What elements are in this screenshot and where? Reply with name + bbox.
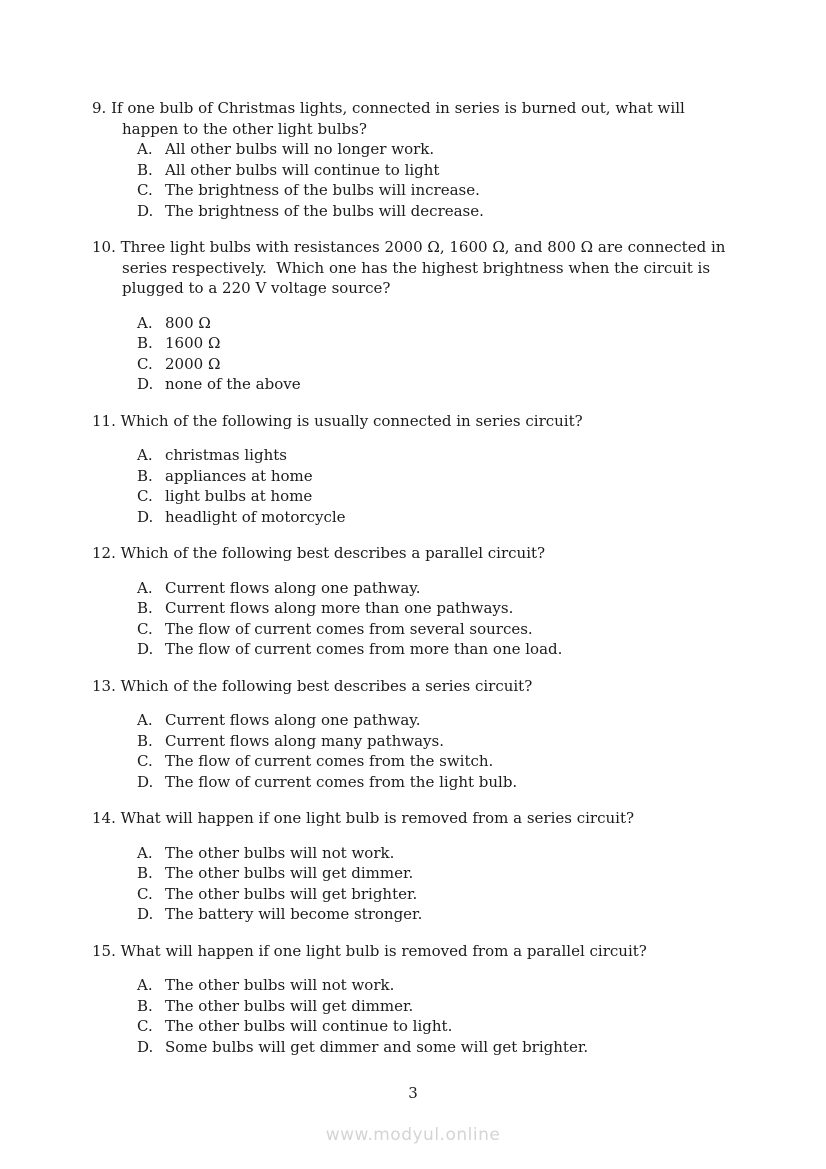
- question-14-stem-line: [92, 808, 806, 829]
- question-12-stem-line: [92, 543, 806, 564]
- option-11-B: [137, 466, 806, 487]
- option-12-C: [137, 619, 806, 640]
- option-text: The other bulbs will not work.: [165, 976, 395, 994]
- option-text: The other bulbs will continue to light.: [165, 1017, 453, 1035]
- option-text: Some bulbs will get dimmer and some will get brighter.: [165, 1037, 589, 1056]
- option-letter: D.: [137, 905, 154, 923]
- option-letter: B.: [137, 731, 153, 750]
- question-list: [92, 98, 806, 1057]
- question-13-stem-line: [92, 676, 806, 697]
- option-12-A: [137, 578, 806, 599]
- option-letter: C.: [137, 1017, 153, 1035]
- option-letter: D.: [137, 772, 154, 791]
- option-9-D: [137, 201, 806, 222]
- watermark: www.modyul.online: [325, 1125, 501, 1145]
- option-text: none of the above: [165, 375, 301, 393]
- question-number: 9.: [92, 99, 112, 117]
- question-number: 12.: [92, 544, 121, 562]
- question-9-stem: [92, 98, 806, 139]
- option-text: All other bulbs will continue to light: [165, 160, 440, 179]
- option-text: headlight of motorcycle: [165, 507, 346, 526]
- option-9-A: [137, 139, 806, 160]
- option-15-D: [137, 1037, 806, 1058]
- option-10-B: [137, 333, 806, 354]
- option-text: Current flows along one pathway.: [165, 711, 421, 729]
- option-letter: D.: [137, 507, 154, 526]
- option-13-D: [137, 772, 806, 793]
- option-13-A: [137, 710, 806, 731]
- option-letter: D.: [137, 375, 154, 393]
- question-text: If one bulb of Christmas lights, connected in series is burned out, what will: [111, 99, 685, 117]
- option-text: The battery will become stronger.: [165, 905, 423, 923]
- option-text: appliances at home: [165, 466, 313, 485]
- question-15-stem-line: [92, 941, 806, 962]
- question-10-options: [92, 313, 806, 395]
- question-15-options: [92, 975, 806, 1057]
- question-11-stem-line: [92, 411, 806, 432]
- question-12-stem: [92, 543, 806, 564]
- option-text: Current flows along many pathways.: [165, 731, 444, 750]
- option-text: The other bulbs will get dimmer.: [165, 864, 414, 882]
- option-14-D: [137, 904, 806, 925]
- option-text: The flow of current comes from the switch.: [165, 752, 494, 770]
- option-letter: A.: [137, 446, 153, 464]
- question-14-options: [92, 843, 806, 925]
- option-text: The flow of current comes from more than one load.: [165, 640, 563, 658]
- question-text: Which of the following best describes a parallel circuit?: [120, 544, 546, 562]
- option-text: christmas lights: [165, 446, 287, 464]
- question-11-options: [92, 445, 806, 527]
- option-12-D: [137, 639, 806, 660]
- option-10-A: [137, 313, 806, 334]
- option-13-B: [137, 731, 806, 752]
- question-15: [92, 941, 806, 1058]
- question-text: Which of the following is usually connected in series circuit?: [120, 411, 583, 430]
- option-letter: C.: [137, 752, 153, 770]
- option-11-A: [137, 445, 806, 466]
- option-10-D: [137, 374, 806, 395]
- option-letter: A.: [137, 578, 153, 597]
- option-letter: A.: [137, 313, 153, 332]
- question-11-stem: [92, 411, 806, 432]
- option-letter: D.: [137, 640, 154, 658]
- option-15-C: [137, 1016, 806, 1037]
- question-text: Three light bulbs with resistances 2000 Ω, 1600 Ω, and 800 Ω are connected in: [120, 238, 726, 256]
- question-10: [92, 237, 806, 395]
- option-10-C: [137, 354, 806, 375]
- option-9-B: [137, 160, 806, 181]
- option-text: The brightness of the bulbs will increase.: [165, 181, 480, 199]
- question-13-stem: [92, 676, 806, 697]
- option-text: The other bulbs will not work.: [165, 843, 395, 862]
- question-number: 11.: [92, 411, 121, 430]
- option-14-C: [137, 884, 806, 905]
- question-10-stem-line: plugged to a 220 V voltage source?: [122, 279, 391, 297]
- option-text: 800 Ω: [165, 313, 211, 332]
- option-letter: B.: [137, 334, 153, 352]
- option-12-B: [137, 598, 806, 619]
- question-11: [92, 411, 806, 528]
- question-number: 13.: [92, 676, 121, 695]
- option-text: The other bulbs will get brighter.: [165, 884, 418, 903]
- question-13-options: [92, 710, 806, 792]
- option-letter: D.: [137, 201, 154, 220]
- option-9-C: [137, 180, 806, 201]
- question-number: 14.: [92, 809, 121, 827]
- question-15-stem: [92, 941, 806, 962]
- option-letter: C.: [137, 884, 153, 903]
- question-9-options: [92, 139, 806, 221]
- option-11-C: [137, 486, 806, 507]
- option-text: The flow of current comes from several sources.: [165, 619, 533, 638]
- question-10-stem: [92, 237, 806, 299]
- option-letter: B.: [137, 996, 153, 1015]
- question-number: 10.: [92, 238, 121, 256]
- question-9-stem-line: happen to the other light bulbs?: [122, 119, 367, 138]
- option-letter: B.: [137, 466, 153, 485]
- option-letter: B.: [137, 160, 153, 179]
- option-11-D: [137, 507, 806, 528]
- option-15-A: [137, 975, 806, 996]
- option-letter: B.: [137, 599, 153, 617]
- option-text: light bulbs at home: [165, 487, 313, 505]
- question-14: [92, 808, 806, 925]
- option-text: The flow of current comes from the light bulb.: [165, 772, 518, 791]
- question-10-stem-line: [92, 237, 806, 258]
- question-9: [92, 98, 806, 221]
- question-number: 15.: [92, 941, 121, 960]
- option-text: Current flows along one pathway.: [165, 578, 421, 597]
- option-text: 2000 Ω: [165, 354, 221, 373]
- question-9-stem-line: [92, 98, 806, 119]
- option-letter: C.: [137, 354, 153, 373]
- option-text: 1600 Ω: [165, 334, 221, 352]
- option-letter: C.: [137, 181, 153, 199]
- option-letter: C.: [137, 619, 153, 638]
- question-12: [92, 543, 806, 660]
- option-15-B: [137, 996, 806, 1017]
- option-letter: A.: [137, 843, 153, 862]
- option-text: The other bulbs will get dimmer.: [165, 996, 414, 1015]
- question-14-stem: [92, 808, 806, 829]
- option-text: The brightness of the bulbs will decrease.: [165, 201, 484, 220]
- option-text: All other bulbs will no longer work.: [165, 140, 435, 158]
- question-13: [92, 676, 806, 793]
- question-text: What will happen if one light bulb is removed from a parallel circuit?: [120, 941, 647, 960]
- option-letter: D.: [137, 1037, 154, 1056]
- option-14-A: [137, 843, 806, 864]
- question-text: Which of the following best describes a series circuit?: [120, 676, 533, 695]
- page-number: 3: [408, 1084, 418, 1102]
- option-letter: B.: [137, 864, 153, 882]
- option-letter: A.: [137, 140, 153, 158]
- option-14-B: [137, 863, 806, 884]
- question-12-options: [92, 578, 806, 660]
- option-letter: A.: [137, 976, 153, 994]
- option-13-C: [137, 751, 806, 772]
- option-letter: C.: [137, 487, 153, 505]
- question-text: What will happen if one light bulb is removed from a series circuit?: [120, 809, 635, 827]
- option-text: Current flows along more than one pathways.: [165, 599, 514, 617]
- question-10-stem-line: series respectively. Which one has the highest brightness when the circuit is: [122, 258, 711, 277]
- option-letter: A.: [137, 711, 153, 729]
